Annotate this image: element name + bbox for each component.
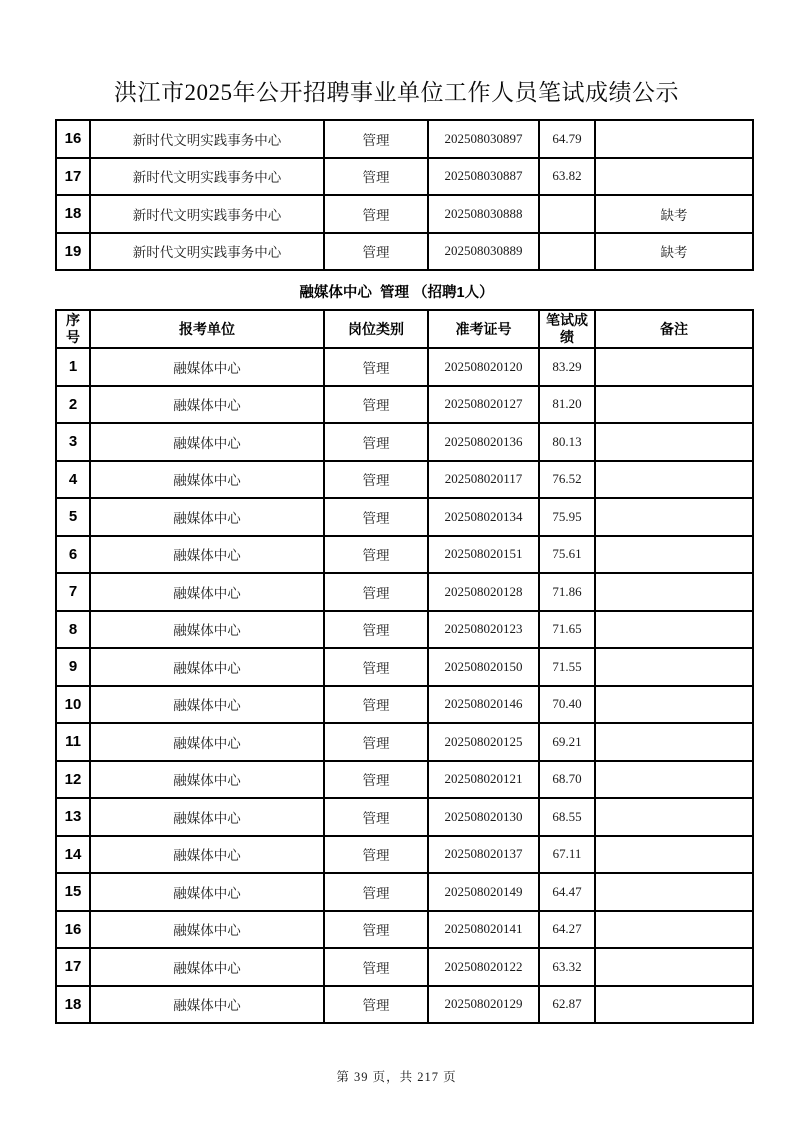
cell-remark	[595, 423, 753, 461]
cell-remark	[595, 836, 753, 874]
cell-written-score: 68.70	[539, 761, 595, 799]
cell-ticket-number: 202508020117	[428, 461, 539, 499]
table-row	[56, 461, 753, 499]
cell-post-category: 管理	[324, 498, 428, 536]
cell-post-category: 管理	[324, 573, 428, 611]
cell-ticket-number: 202508020127	[428, 386, 539, 424]
cell-ticket-number: 202508020150	[428, 648, 539, 686]
cell-ticket-number: 202508030897	[428, 120, 539, 158]
cell-ticket-number: 202508020149	[428, 873, 539, 911]
cell-applied-unit: 新时代文明实践事务中心	[90, 195, 324, 233]
cell-written-score: 81.20	[539, 386, 595, 424]
table-row	[56, 798, 753, 836]
cell-written-score: 62.87	[539, 986, 595, 1024]
cell-post-category: 管理	[324, 761, 428, 799]
cell-post-category: 管理	[324, 195, 428, 233]
cell-row-number: 5	[56, 498, 90, 536]
cell-remark: 缺考	[595, 195, 753, 233]
cell-ticket-number: 202508020120	[428, 348, 539, 386]
cell-applied-unit: 融媒体中心	[90, 573, 324, 611]
header-row-number: 序号	[56, 310, 90, 348]
cell-row-number: 16	[56, 911, 90, 949]
table-row	[56, 761, 753, 799]
cell-post-category: 管理	[324, 423, 428, 461]
cell-post-category: 管理	[324, 723, 428, 761]
cell-ticket-number: 202508020125	[428, 723, 539, 761]
cell-post-category: 管理	[324, 386, 428, 424]
cell-remark	[595, 648, 753, 686]
cell-written-score: 70.40	[539, 686, 595, 724]
cell-written-score: 69.21	[539, 723, 595, 761]
cell-written-score: 71.55	[539, 648, 595, 686]
cell-post-category: 管理	[324, 986, 428, 1024]
cell-row-number: 18	[56, 986, 90, 1024]
cell-row-number: 8	[56, 611, 90, 649]
table-row	[56, 873, 753, 911]
table-row	[56, 948, 753, 986]
cell-written-score: 64.27	[539, 911, 595, 949]
cell-remark	[595, 158, 753, 196]
cell-applied-unit: 融媒体中心	[90, 798, 324, 836]
cell-written-score: 80.13	[539, 423, 595, 461]
cell-ticket-number: 202508020129	[428, 986, 539, 1024]
cell-written-score	[539, 195, 595, 233]
cell-row-number: 2	[56, 386, 90, 424]
header-remark: 备注	[595, 310, 753, 348]
cell-applied-unit: 融媒体中心	[90, 761, 324, 799]
cell-ticket-number: 202508020134	[428, 498, 539, 536]
cell-written-score: 75.95	[539, 498, 595, 536]
cell-ticket-number: 202508020121	[428, 761, 539, 799]
cell-post-category: 管理	[324, 536, 428, 574]
cell-ticket-number: 202508030887	[428, 158, 539, 196]
cell-row-number: 14	[56, 836, 90, 874]
cell-remark	[595, 536, 753, 574]
cell-remark	[595, 911, 753, 949]
cell-applied-unit: 融媒体中心	[90, 611, 324, 649]
cell-applied-unit: 新时代文明实践事务中心	[90, 233, 324, 271]
cell-written-score: 63.32	[539, 948, 595, 986]
cell-remark	[595, 798, 753, 836]
cell-applied-unit: 新时代文明实践事务中心	[90, 158, 324, 196]
cell-remark	[595, 611, 753, 649]
table-row	[56, 233, 753, 271]
page-title: 洪江市2025年公开招聘事业单位工作人员笔试成绩公示	[114, 80, 679, 105]
cell-post-category: 管理	[324, 911, 428, 949]
cell-ticket-number: 202508030888	[428, 195, 539, 233]
cell-written-score: 67.11	[539, 836, 595, 874]
table-header-row	[56, 310, 753, 348]
cell-applied-unit: 融媒体中心	[90, 873, 324, 911]
cell-ticket-number: 202508020136	[428, 423, 539, 461]
cell-applied-unit: 融媒体中心	[90, 948, 324, 986]
cell-row-number: 13	[56, 798, 90, 836]
cell-post-category: 管理	[324, 611, 428, 649]
cell-ticket-number: 202508020141	[428, 911, 539, 949]
cell-remark	[595, 461, 753, 499]
table-row	[56, 573, 753, 611]
table-row	[56, 986, 753, 1024]
table-row	[56, 386, 753, 424]
cell-applied-unit: 融媒体中心	[90, 911, 324, 949]
cell-post-category: 管理	[324, 348, 428, 386]
cell-remark	[595, 120, 753, 158]
cell-post-category: 管理	[324, 233, 428, 271]
cell-applied-unit: 融媒体中心	[90, 986, 324, 1024]
cell-written-score: 75.61	[539, 536, 595, 574]
table-row	[56, 536, 753, 574]
cell-ticket-number: 202508020146	[428, 686, 539, 724]
cell-row-number: 1	[56, 348, 90, 386]
media-center-score-table	[55, 309, 754, 1024]
cell-post-category: 管理	[324, 158, 428, 196]
cell-written-score	[539, 233, 595, 271]
cell-remark	[595, 761, 753, 799]
cell-written-score: 64.47	[539, 873, 595, 911]
cell-post-category: 管理	[324, 948, 428, 986]
table-row	[56, 611, 753, 649]
cell-row-number: 19	[56, 233, 90, 271]
table-row	[56, 686, 753, 724]
table-row	[56, 648, 753, 686]
cell-ticket-number: 202508030889	[428, 233, 539, 271]
page-number: 第 39 页，共 217 页	[336, 1070, 457, 1084]
cell-written-score: 71.86	[539, 573, 595, 611]
cell-remark	[595, 498, 753, 536]
cell-ticket-number: 202508020151	[428, 536, 539, 574]
cell-post-category: 管理	[324, 873, 428, 911]
cell-row-number: 18	[56, 195, 90, 233]
cell-written-score: 71.65	[539, 611, 595, 649]
cell-remark	[595, 686, 753, 724]
cell-row-number: 12	[56, 761, 90, 799]
cell-remark	[595, 948, 753, 986]
cell-ticket-number: 202508020130	[428, 798, 539, 836]
cell-row-number: 9	[56, 648, 90, 686]
table-row	[56, 423, 753, 461]
cell-post-category: 管理	[324, 120, 428, 158]
cell-applied-unit: 融媒体中心	[90, 498, 324, 536]
cell-ticket-number: 202508020122	[428, 948, 539, 986]
cell-applied-unit: 融媒体中心	[90, 686, 324, 724]
cell-row-number: 3	[56, 423, 90, 461]
cell-applied-unit: 融媒体中心	[90, 461, 324, 499]
table-row	[56, 120, 753, 158]
cell-row-number: 15	[56, 873, 90, 911]
cell-row-number: 10	[56, 686, 90, 724]
cell-row-number: 17	[56, 158, 90, 196]
cell-row-number: 16	[56, 120, 90, 158]
cell-ticket-number: 202508020128	[428, 573, 539, 611]
cell-applied-unit: 融媒体中心	[90, 348, 324, 386]
cell-applied-unit: 融媒体中心	[90, 423, 324, 461]
cell-applied-unit: 融媒体中心	[90, 386, 324, 424]
cell-post-category: 管理	[324, 836, 428, 874]
cell-applied-unit: 新时代文明实践事务中心	[90, 120, 324, 158]
cell-post-category: 管理	[324, 648, 428, 686]
cell-remark	[595, 986, 753, 1024]
header-ticket-number: 准考证号	[428, 310, 539, 348]
table-row	[56, 836, 753, 874]
cell-row-number: 11	[56, 723, 90, 761]
table-row	[56, 195, 753, 233]
cell-row-number: 4	[56, 461, 90, 499]
cell-applied-unit: 融媒体中心	[90, 648, 324, 686]
cell-written-score: 68.55	[539, 798, 595, 836]
cell-post-category: 管理	[324, 798, 428, 836]
header-applied-unit: 报考单位	[90, 310, 324, 348]
table-row	[56, 498, 753, 536]
cell-remark	[595, 873, 753, 911]
cell-written-score: 83.29	[539, 348, 595, 386]
table-row	[56, 911, 753, 949]
header-post-category: 岗位类别	[324, 310, 428, 348]
cell-ticket-number: 202508020123	[428, 611, 539, 649]
cell-written-score: 63.82	[539, 158, 595, 196]
cell-applied-unit: 融媒体中心	[90, 536, 324, 574]
cell-remark	[595, 386, 753, 424]
table-row	[56, 348, 753, 386]
cell-remark	[595, 348, 753, 386]
cell-written-score: 64.79	[539, 120, 595, 158]
cell-post-category: 管理	[324, 686, 428, 724]
continuation-score-table	[55, 119, 754, 271]
table-row	[56, 158, 753, 196]
cell-remark: 缺考	[595, 233, 753, 271]
cell-row-number: 17	[56, 948, 90, 986]
cell-remark	[595, 573, 753, 611]
section-heading: 融媒体中心 管理 （招聘1人）	[299, 285, 494, 301]
cell-applied-unit: 融媒体中心	[90, 723, 324, 761]
cell-row-number: 6	[56, 536, 90, 574]
table-row	[56, 723, 753, 761]
cell-post-category: 管理	[324, 461, 428, 499]
cell-row-number: 7	[56, 573, 90, 611]
header-written-score: 笔试成绩	[539, 310, 595, 348]
cell-applied-unit: 融媒体中心	[90, 836, 324, 874]
cell-written-score: 76.52	[539, 461, 595, 499]
cell-ticket-number: 202508020137	[428, 836, 539, 874]
cell-remark	[595, 723, 753, 761]
